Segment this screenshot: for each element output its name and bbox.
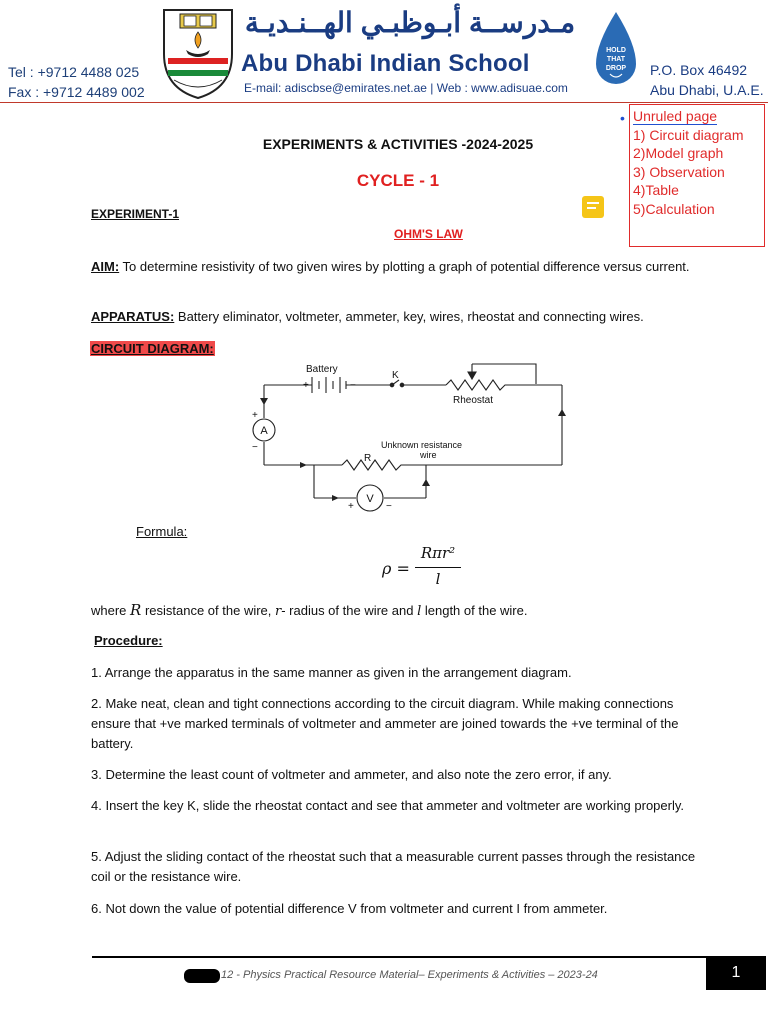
pobox-text: P.O. Box 46492 [650, 62, 748, 78]
doc-title: EXPERIMENTS & ACTIVITIES -2024-2025 [262, 136, 534, 152]
note-line: Unruled page [633, 108, 718, 124]
header-divider [0, 102, 768, 103]
where-text: length of the wire. [421, 603, 528, 618]
topic-heading: OHM'S LAW [394, 227, 463, 241]
where-symbol-R: R [130, 601, 142, 619]
where-text: - radius of the wire and [281, 603, 418, 618]
redaction-mark [184, 969, 220, 983]
drop-text-1: HOLD [606, 47, 626, 54]
experiment-heading: EXPERIMENT-1 [91, 207, 180, 221]
school-crest-logo [160, 6, 236, 102]
aim-label: AIM: [91, 259, 120, 274]
aim-paragraph [91, 257, 701, 277]
formula-explanation [91, 600, 701, 622]
apparatus-text: Battery eliminator, voltmeter, ammeter, key, wires, rheostat and connecting wires. [174, 309, 644, 324]
aim-text: To determine resistivity of two given wires by plotting a graph of potential difference versus current. [119, 259, 690, 274]
comment-icon[interactable] [582, 196, 604, 218]
school-name-arabic: مـدرســة أبـوظبـي الهــنـديـة [244, 7, 576, 38]
tel-text: Tel : +9712 4488 025 [8, 64, 140, 80]
unknown-resistance-label: Unknown resistance [381, 440, 463, 450]
school-email-web: E-mail: adiscbse@emirates.net.ae | Web : www.adisuae.com [244, 81, 568, 95]
procedure-step: 1. Arrange the apparatus in the same manner as given in the arrangement diagram. [91, 665, 572, 680]
header-address [650, 60, 764, 100]
formula-denominator: l [435, 570, 441, 588]
city-text: Abu Dhabi, U.A.E. [650, 82, 764, 98]
cycle-heading: CYCLE - 1 [356, 171, 440, 190]
battery-plus: + [303, 380, 309, 391]
rheostat-label: Rheostat [453, 395, 494, 406]
footer-text: 12 - Physics Practical Resource Material– Experiments & Activities – 2023-24 [221, 969, 598, 981]
header-contact-phone [8, 62, 145, 102]
note-line: 5)Calculation [633, 200, 715, 217]
key-label: K [392, 370, 399, 381]
ammeter-plus: + [252, 410, 258, 421]
note-line: 4)Table [633, 182, 679, 198]
note-bullet-dot: • [620, 110, 625, 126]
battery-minus: − [350, 380, 356, 391]
ammeter-symbol: A [260, 425, 268, 437]
procedure-step: 6. Not down the value of potential difference V from voltmeter and current I from ammeter. [91, 901, 608, 916]
procedure-step: 4. Insert the key K, slide the rheostat contact and see that ammeter and voltmeter are working properly. [91, 798, 685, 813]
procedure-step: 5. Adjust the sliding contact of the rheostat such that a measurable current passes through the resistance coil or the resistance wire. [91, 849, 696, 884]
voltmeter-plus: + [348, 501, 354, 512]
fax-text: Fax : +9712 4489 002 [8, 84, 145, 100]
circuit-diagram-label-wrap [90, 340, 215, 358]
note-line: 3) Observation [633, 163, 725, 180]
battery-label: Battery [306, 364, 338, 375]
note-line: 2)Model graph [633, 145, 724, 161]
circuit-diagram-label: CIRCUIT DIAGRAM: [91, 341, 214, 356]
voltmeter-symbol: V [366, 493, 374, 505]
formula-numerator: Rπr² [420, 544, 456, 562]
where-symbol-r: r [275, 604, 282, 619]
apparatus-paragraph [91, 307, 701, 327]
school-name-english: Abu Dhabi Indian School [241, 50, 530, 77]
apparatus-label: APPARATUS: [91, 309, 175, 324]
where-text: where [91, 603, 131, 618]
formula-lhs: ρ = [382, 559, 410, 578]
resistor-label: R [364, 453, 372, 464]
footer-divider [92, 956, 766, 958]
ammeter-minus: − [252, 442, 258, 453]
procedure-step: 3. Determine the least count of voltmeter and ammeter, and also note the zero error, if any. [91, 767, 612, 782]
where-symbol-l: l [417, 604, 422, 619]
drop-text-3: DROP [605, 65, 627, 72]
water-drop-logo [592, 10, 640, 92]
procedure-heading: Procedure: [94, 633, 163, 648]
circuit-diagram [246, 358, 576, 514]
formula-label: Formula: [136, 524, 188, 539]
voltmeter-minus: − [386, 501, 392, 512]
note-line: 1) Circuit diagram [633, 126, 744, 143]
procedure-step: 2. Make neat, clean and tight connections according to the circuit diagram. While making connections ensure that +ve marked terminals of voltmeter and ammeter are joined towards the +ve terminal of the battery. [91, 696, 679, 751]
formula-fraction-bar [415, 567, 461, 568]
page-number: 1 [706, 958, 766, 990]
drop-text-2: THAT [606, 56, 626, 63]
unknown-wire-label: wire [420, 450, 437, 460]
where-text: resistance of the wire, [141, 603, 275, 618]
